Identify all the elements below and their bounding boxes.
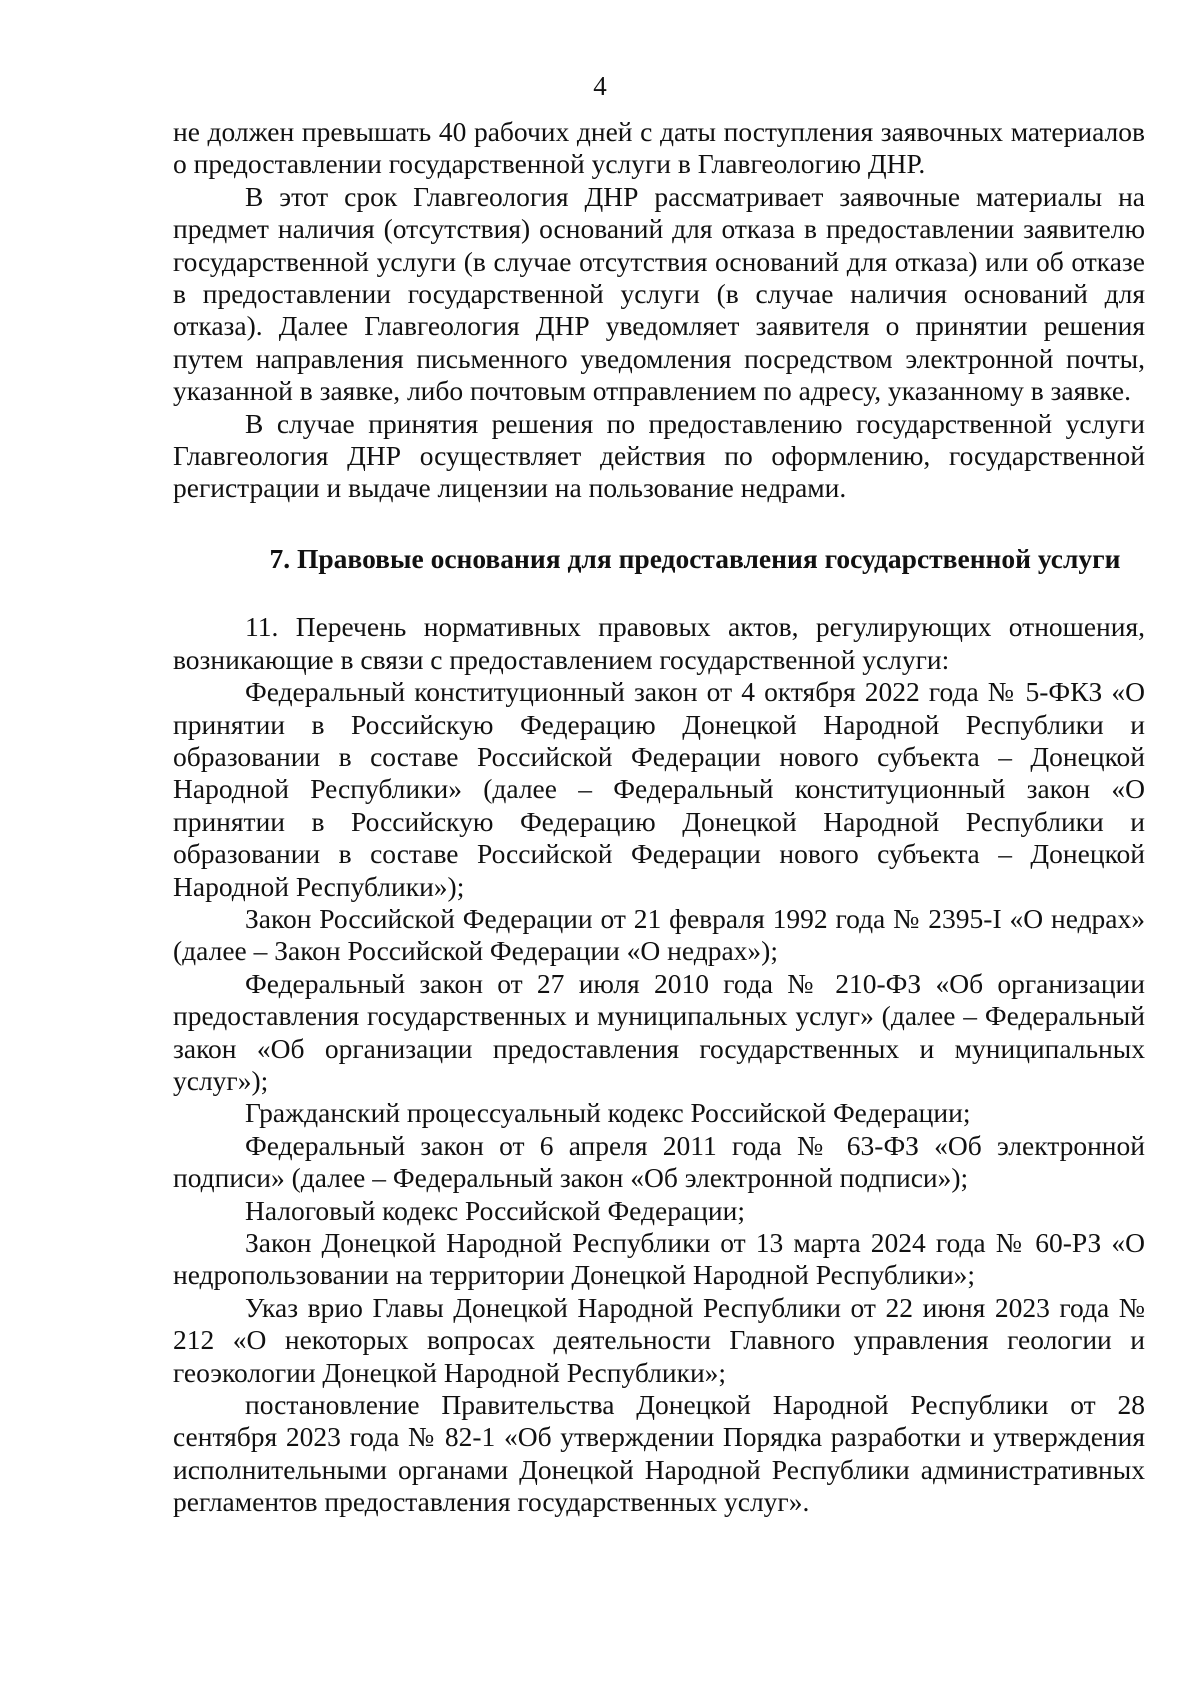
paragraph-resolution-82-1: постановление Правительства Донецкой Народной Республики от 28 сентября 2023 года № 82-1 «Об утверждении Порядка разработки и утверждения исполнительными органами Донецкой Народной Республики административных регламентов предоставления государственных услуг».	[173, 1389, 1145, 1518]
paragraph-law-on-subsoil: Закон Российской Федерации от 21 февраля 1992 года № 2395-I «О недрах» (далее – Закон Российской Федерации «О недрах»);	[173, 902, 1145, 967]
document-body	[173, 116, 1145, 1519]
paragraph-law-on-public-services: Федеральный закон от 27 июля 2010 года № 210-ФЗ «Об организации предоставления государственных и муниципальных услуг» (далее – Федеральный закон «Об организации предоставления государственных и муниципальных услуг»);	[173, 967, 1145, 1096]
page-number: 4	[593, 71, 607, 101]
paragraph-dpr-subsoil-law: Закон Донецкой Народной Республики от 13 марта 2024 года № 60-РЗ «О недропользовании на территории Донецкой Народной Республики»;	[173, 1227, 1145, 1291]
paragraph-licence-issuance: В случае принятия решения по предоставлению государственной услуги Главгеология ДНР осуществляет действия по оформлению, государственной регистрации и выдаче лицензии на пользование недрами.	[173, 407, 1145, 504]
section-heading: 7. Правовые основания для предоставления государственной услуги	[269, 542, 1121, 574]
paragraph-continuation: не должен превышать 40 рабочих дней с даты поступления заявочных материалов о предоставлении государственной услуги в Главгеологию ДНР.	[173, 116, 1145, 180]
paragraph-decree-212: Указ врио Главы Донецкой Народной Республики от 22 июня 2023 года № 212 «О некоторых вопросах деятельности Главного управления геологии и геоэкологии Донецкой Народной Республики»;	[173, 1291, 1145, 1388]
paragraph-federal-constitutional-law: Федеральный конституционный закон от 4 октября 2022 года № 5-ФКЗ «О принятии в Российскую Федерацию Донецкой Народной Республики и образовании в составе Российской Федерации нового субъекта – Донецкой Народной Республики» (далее – Федеральный конституционный закон «О принятии в Российскую Федерацию Донецкой Народной Республики и образовании в составе Российской Федерации нового субъекта – Донецкой Народной Республики»);	[173, 676, 1145, 902]
paragraph-legal-acts-intro: 11. Перечень нормативных правовых актов, регулирующих отношения, возникающие в связи с предоставлением государственной услуги:	[173, 611, 1145, 675]
paragraph-tax-code: Налоговый кодекс Российской Федерации;	[245, 1194, 745, 1226]
paragraph-law-on-electronic-signature: Федеральный закон от 6 апреля 2011 года № 63-ФЗ «Об электронной подписи» (далее – Федеральный закон «Об электронной подписи»);	[173, 1129, 1145, 1194]
paragraph-review-period: В этот срок Главгеология ДНР рассматривает заявочные материалы на предмет наличия (отсутствия) оснований для отказа в предоставлении заявителю государственной услуги (в случае отсутствия оснований для отказа) или об отказе в предоставлении государственной услуги (в случае наличия оснований для отказа). Далее Главгеология ДНР уведомляет заявителя о принятии решения путем направления письменного уведомления посредством электронной почты, указанной в заявке, либо почтовым отправлением по адресу, указанному в заявке.	[173, 180, 1145, 407]
paragraph-civil-procedure-code: Гражданский процессуальный кодекс Российской Федерации;	[245, 1097, 971, 1129]
